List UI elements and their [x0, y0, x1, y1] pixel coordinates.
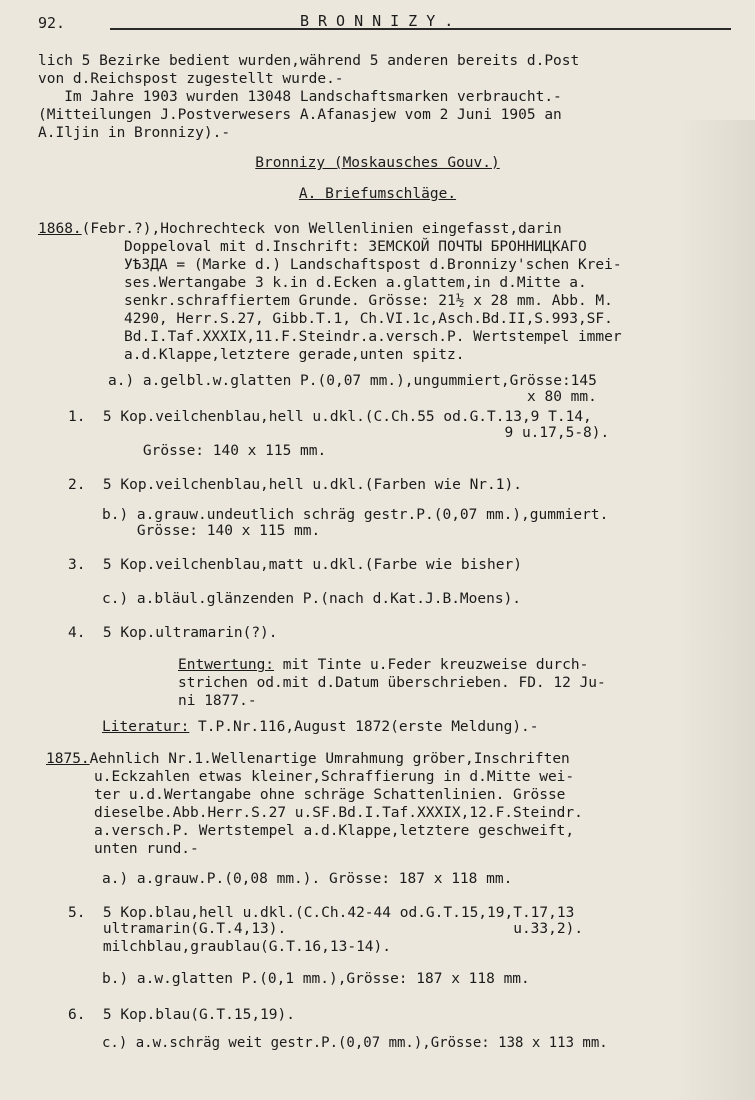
entry-text: (Febr.?),Hochrechteck von Wellenlinien eingefasst,darin	[81, 221, 562, 237]
page-title: BRONNIZY.	[300, 12, 463, 30]
page-number: 92.	[38, 14, 66, 32]
variant-line: c.) a.bläul.glänzenden P.(nach d.Kat.J.B.Moens).	[102, 591, 522, 607]
literatur-text: T.P.Nr.116,August 1872(erste Meldung).-	[189, 719, 539, 735]
entry-text: Aehnlich Nr.1.Wellenartige Umrahmung gröber,Inschriften	[89, 751, 570, 767]
stamp-item: 2. 5 Kop.veilchenblau,hell u.dkl.(Farben wie Nr.1).	[68, 477, 522, 493]
entwertung-text: mit Tinte u.Feder kreuzweise durch-	[274, 657, 589, 673]
page-shadow	[675, 120, 755, 1100]
entwertung-label: Entwertung:	[178, 657, 275, 673]
section-heading: A. Briefumschläge.	[298, 186, 457, 202]
literatur-label: Literatur:	[102, 719, 190, 735]
variant-line: c.) a.w.schräg weit gestr.P.(0,07 mm.),Grösse: 138 x 113 mm.	[102, 1035, 608, 1051]
text-line: ni 1877.-	[178, 693, 257, 709]
variant-line: x 80 mm.	[108, 389, 597, 405]
text-line: unten rund.-	[94, 841, 199, 857]
page-header	[38, 6, 731, 30]
text-line: a.versch.P. Wertstempel a.d.Klappe,letztere geschweift,	[94, 823, 575, 839]
header-rule	[110, 28, 731, 30]
stamp-item: 4. 5 Kop.ultramarin(?).	[68, 625, 278, 641]
text-line: ses.Wertangabe 3 k.in d.Ecken a.glattem,in d.Mitte a.	[124, 275, 587, 291]
variant-line: b.) a.grauw.undeutlich schräg gestr.P.(0,07 mm.),gummiert.	[102, 507, 609, 523]
stamp-item: 6. 5 Kop.blau(G.T.15,19).	[68, 1007, 295, 1023]
text-line: Im Jahre 1903 wurden 13048 Landschaftsmarken verbraucht.-	[38, 89, 562, 105]
entwertung-first-line	[178, 656, 588, 674]
text-line: Bd.I.Taf.XXXIX,11.F.Steindr.a.versch.P. Wertstempel immer	[124, 329, 622, 345]
entry-1875-first-line	[46, 750, 570, 768]
stamp-item: Grösse: 140 x 115 mm.	[108, 443, 327, 459]
place-heading: Bronnizy (Moskausches Gouv.)	[255, 155, 500, 171]
text-line: lich 5 Bezirke bedient wurden,während 5 anderen bereits d.Post	[38, 53, 580, 69]
text-line: ter u.d.Wertangabe ohne schräge Schattenlinien. Grösse	[94, 787, 566, 803]
variant-line: a.) a.gelbl.w.glatten P.(0,07 mm.),ungummiert,Grösse:145	[108, 373, 597, 389]
stamp-item: 5. 5 Kop.blau,hell u.dkl.(C.Ch.42-44 od.G.T.15,19,T.17,13	[68, 905, 575, 921]
text-line: 4290, Herr.S.27, Gibb.T.1, Ch.VI.1c,Asch.Bd.II,S.993,SF.	[124, 311, 613, 327]
variant-line: b.) a.w.glatten P.(0,1 mm.),Grösse: 187 x 118 mm.	[102, 971, 530, 987]
literatur-line	[102, 718, 539, 736]
variant-line: Grösse: 140 x 115 mm.	[102, 523, 321, 539]
text-line: Doppeloval mit d.Inschrift: ЗЕМСКОЙ ПОЧТЫ БРОННИЦКАГО	[124, 239, 587, 255]
text-line: a.d.Klappe,letztere gerade,unten spitz.	[124, 347, 465, 363]
variant-line: a.) a.grauw.P.(0,08 mm.). Grösse: 187 x 118 mm.	[102, 871, 513, 887]
stamp-item: 3. 5 Kop.veilchenblau,matt u.dkl.(Farbe wie bisher)	[68, 557, 522, 573]
text-line: strichen od.mit d.Datum überschrieben. FD. 12 Ju-	[178, 675, 606, 691]
stamp-item: 9 u.17,5-8).	[68, 425, 610, 441]
entry-1868-first-line	[38, 220, 562, 238]
text-line: u.Eckzahlen etwas kleiner,Schraffierung in d.Mitte wei-	[94, 769, 575, 785]
entry-year: 1875.	[46, 751, 90, 767]
text-line: senkr.schraffiertem Grunde. Grösse: 21½ x 28 mm. Abb. M.	[124, 293, 613, 309]
stamp-item: ultramarin(G.T.4,13). u.33,2).	[68, 921, 584, 937]
text-line: von d.Reichspost zugestellt wurde.-	[38, 71, 344, 87]
text-line: УѢЗДА = (Marke d.) Landschaftspost d.Bronnizy'schen Krei-	[124, 257, 622, 273]
stamp-item: 1. 5 Kop.veilchenblau,hell u.dkl.(C.Ch.55 od.G.T.13,9 T.14,	[68, 409, 592, 425]
stamp-item: milchblau,graublau(G.T.16,13-14).	[68, 939, 392, 955]
text-line: A.Iljin in Bronnizy).-	[38, 125, 231, 141]
text-line: (Mitteilungen J.Postverwesers A.Afanasjew vom 2 Juni 1905 an	[38, 107, 562, 123]
text-line: dieselbe.Abb.Herr.S.27 u.SF.Bd.I.Taf.XXXIX,12.F.Steindr.	[94, 805, 583, 821]
entry-year: 1868.	[38, 221, 82, 237]
